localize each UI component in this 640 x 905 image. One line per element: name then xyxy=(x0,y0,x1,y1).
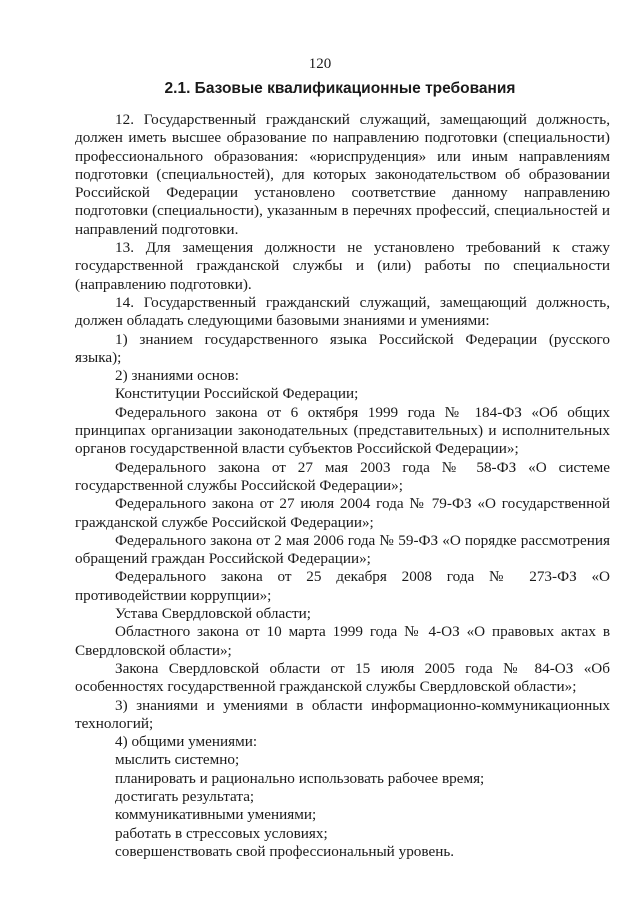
paragraph-12: 12. Государственный гражданский служащий, замещающий должность, должен иметь высшее образование по направлению подготовки (специальности) профессионального образования: «юриспруденция» или иным направлениям подготовки (специальностей), для которых законодательством об образовании Российской Федерации установлено соответствие данному направлению подготовки (специальности), указанным в перечнях профессий, специальностей и направлений подготовки. xyxy=(75,111,610,238)
list-item: коммуникативными умениями; xyxy=(115,806,317,824)
list-item: 1) знанием государственного языка Российской Федерации (русского языка); xyxy=(75,330,610,366)
list-item: Федерального закона от 2 мая 2006 года № 59-ФЗ «О порядке рассмотрения обращений граждан Российской Федерации»; xyxy=(75,531,610,568)
list-item: 4) общими умениями: xyxy=(115,733,258,751)
list-item: Устава Свердловской области; xyxy=(115,605,311,623)
list-item: Закона Свердловской области от 15 июля 2005 года № 84-ОЗ «Об особенностях государственной гражданской службы Свердловской области»; xyxy=(75,659,610,696)
page-number: 120 xyxy=(308,56,332,72)
list-item: мыслить системно; xyxy=(115,751,240,769)
list-item: Федерального закона от 25 декабря 2008 года № 273-ФЗ «О противодействии коррупции»; xyxy=(75,568,610,604)
list-item: достигать результата; xyxy=(115,787,255,805)
list-item: 2) знаниями основ: xyxy=(115,367,239,385)
list-item: Федерального закона от 6 октября 1999 года № 184-ФЗ «Об общих принципах организации законодательных (представительных) и исполнительных органов государственной власти субъектов Российской Федерации»; xyxy=(75,403,610,458)
list-item: Федерального закона от 27 июля 2004 года № 79-ФЗ «О государственной гражданской службе Российской Федерации»; xyxy=(75,495,610,531)
paragraph-14: 14. Государственный гражданский служащий, замещающий должность, должен обладать следующими базовыми знаниями и умениями: xyxy=(75,293,610,330)
paragraph-13: 13. Для замещения должности не установлено требований к стажу государственной гражданской службы и (или) работы по специальности (направлению подготовки). xyxy=(75,239,610,293)
document-body xyxy=(75,111,610,861)
section-heading: 2.1. Базовые квалификационные требования xyxy=(164,80,516,97)
list-item: работать в стрессовых условиях; xyxy=(115,824,328,842)
list-item: 3) знаниями и умениями в области информационно-коммуникационных технологий; xyxy=(75,696,610,732)
list-item: Областного закона от 10 марта 1999 года № 4-ОЗ «О правовых актах в Свердловской области»; xyxy=(75,623,610,659)
list-item: совершенствовать свой профессиональный уровень. xyxy=(115,842,455,860)
list-item: планировать и рационально использовать рабочее время; xyxy=(115,769,485,787)
list-item: Федерального закона от 27 мая 2003 года № 58-ФЗ «О системе государственной службы Российской Федерации»; xyxy=(75,458,610,494)
list-item: Конституции Российской Федерации; xyxy=(115,385,359,403)
